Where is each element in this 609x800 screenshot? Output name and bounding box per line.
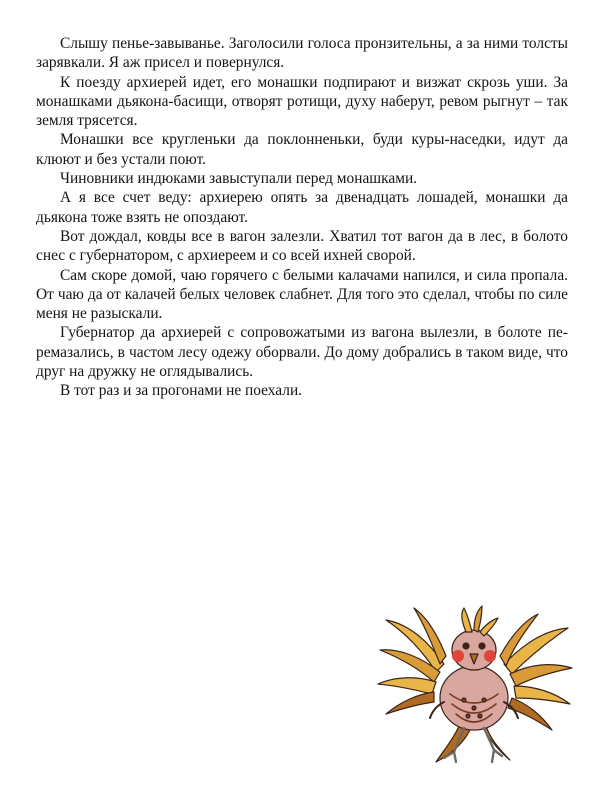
paragraph-1: Слышу пенье-завыванье. Заголосили голоса пронзительны, а за ними толсты зарявкали. Я аж присел и повернулся. <box>36 35 568 72</box>
firebird-illustration <box>374 602 574 772</box>
text-page <box>36 34 568 401</box>
paragraph-6: Вот дождал, ковды все в вагон залезли. Хватил тот вагон да в лес, в болото снес с губернатором, с архиереем и со всей ихней сворой. <box>36 227 568 265</box>
paragraph-5: А я все счет веду: архиерею опять за двенадцать лошадей, монашки да дьякона тоже взять не опоздают. <box>36 189 568 226</box>
paragraph-2: К поезду архиерей идет, его монашки подпирают и визжат скрозь уши. За монашками дьякона-басищи, отворят ротищи, духу наберут, ревом рыгнут – так земля трясется. <box>36 73 568 130</box>
paragraph-7: Сам скоре домой, чаю горячего с белыми калачами напился, и сила пропала. От чаю да от калачей белых человек слабнет. Для того это сделал, чтобы по силе меня не разыскали. <box>36 266 568 323</box>
paragraph-8: Губернатор да архиерей с сопровожатыми из вагона вылезли, в болоте перемазались, в частом лесу одежу оборвали. До дому добрались в таком виде, что друг на дружку не оглядывались. <box>36 324 568 381</box>
paragraph-9: В тот раз и за прогонами не поехали. <box>60 382 303 400</box>
paragraph-3: Монашки все кругленьки да поклонненьки, буди куры-наседки, идут да клюют и без устали поют. <box>36 131 568 168</box>
firebird-icon <box>374 602 574 772</box>
paragraph-4: Чиновники индюками завыступали перед монашками. <box>60 170 418 188</box>
